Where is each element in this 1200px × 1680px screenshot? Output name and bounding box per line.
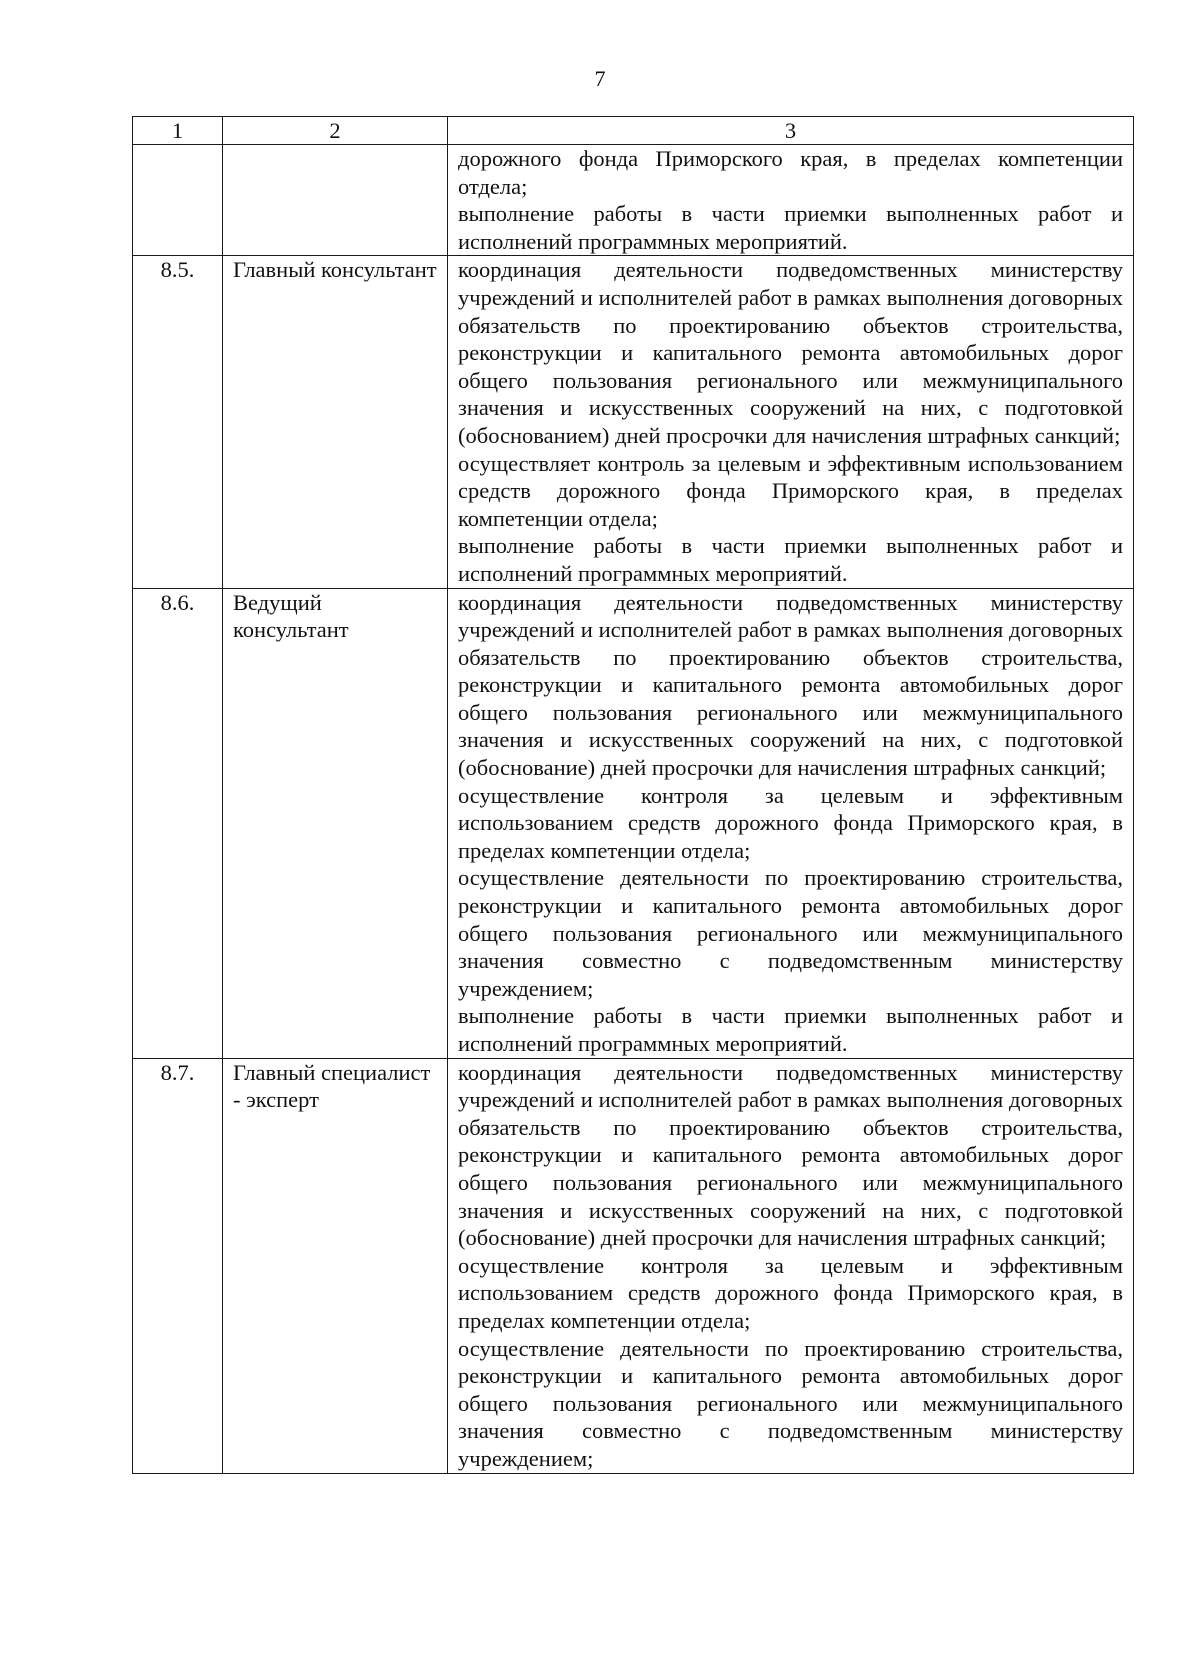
duty-item: выполнение работы в части приемки выполненных работ и исполнений программных мероприятий. bbox=[458, 201, 1123, 254]
duty-item: координация деятельности подведомственных министерству учреждений и исполнителей работ в рамках выполнения договорных обязательств по проектированию объектов строительства, реконструкции и капитального ремонта автомобильных дорог общего пользования регионального или межмуниципального значения и искусственных сооружений на них, с подготовкой (обоснование) дней просрочки для начисления штрафных санкций; bbox=[458, 589, 1123, 781]
duty-item: осуществление деятельности по проектированию строительства, реконструкции и капитального ремонта автомобильных дорог общего пользования регионального или межмуниципального значения совместно с подведомственным министерству учреждением; bbox=[458, 1335, 1123, 1471]
duty-item: осуществление контроля за целевым и эффективным использованием средств дорожного фонда Приморского края, в пределах компетенции отдела; bbox=[458, 1252, 1123, 1333]
duty-item: координация деятельности подведомственных министерству учреждений и исполнителей работ в рамках выполнения договорных обязательств по проектированию объектов строительства, реконструкции и капитального ремонта автомобильных дорог общего пользования регионального или межмуниципального значения и искусственных сооружений на них, с подготовкой (обоснование) дней просрочки для начисления штрафных санкций; bbox=[458, 1059, 1123, 1251]
row-duties bbox=[448, 256, 1134, 588]
row-number: 8.7. bbox=[133, 1058, 223, 1473]
duty-item: дорожного фонда Приморского края, в пределах компетенции отдела; bbox=[458, 146, 1123, 199]
duty-item: осуществление деятельности по проектированию строительства, реконструкции и капитального ремонта автомобильных дорог общего пользования регионального или межмуниципального значения совместно с подведомственным министерству учреждением; bbox=[458, 865, 1123, 1001]
row-position bbox=[223, 145, 448, 256]
table-row bbox=[133, 1058, 1134, 1473]
table-row bbox=[133, 145, 1134, 256]
row-number: 8.6. bbox=[133, 588, 223, 1058]
table-row bbox=[133, 588, 1134, 1058]
duties-table bbox=[132, 116, 1134, 1474]
duty-item: выполнение работы в части приемки выполненных работ и исполнений программных мероприятий. bbox=[458, 1003, 1123, 1056]
duty-item: выполнение работы в части приемки выполненных работ и исполнений программных мероприятий. bbox=[458, 533, 1123, 586]
page-number: 7 bbox=[594, 66, 606, 91]
header-cell-number: 1 bbox=[133, 117, 223, 145]
row-duties bbox=[448, 145, 1134, 256]
duty-item: осуществление контроля за целевым и эффективным использованием средств дорожного фонда Приморского края, в пределах компетенции отдела; bbox=[458, 782, 1123, 863]
table-row bbox=[133, 256, 1134, 588]
row-duties bbox=[448, 1058, 1134, 1473]
row-position: Главный консультант bbox=[223, 256, 448, 588]
duty-item: осуществляет контроль за целевым и эффективным использованием средств дорожного фонда Приморского края, в пределах компетенции отдела; bbox=[458, 450, 1123, 531]
row-position: Главный специалист - эксперт bbox=[223, 1058, 448, 1473]
row-position: Ведущий консультант bbox=[223, 588, 448, 1058]
duty-item: координация деятельности подведомственных министерству учреждений и исполнителей работ в рамках выполнения договорных обязательств по проектированию объектов строительства, реконструкции и капитального ремонта автомобильных дорог общего пользования регионального или межмуниципального значения и искусственных сооружений на них, с подготовкой (обоснованием) дней просрочки для начисления штрафных санкций; bbox=[458, 257, 1123, 448]
row-number bbox=[133, 145, 223, 256]
table-header-row bbox=[133, 117, 1134, 145]
row-duties bbox=[448, 588, 1134, 1058]
header-cell-duties: 3 bbox=[448, 117, 1134, 145]
header-cell-position: 2 bbox=[223, 117, 448, 145]
row-number: 8.5. bbox=[133, 256, 223, 588]
